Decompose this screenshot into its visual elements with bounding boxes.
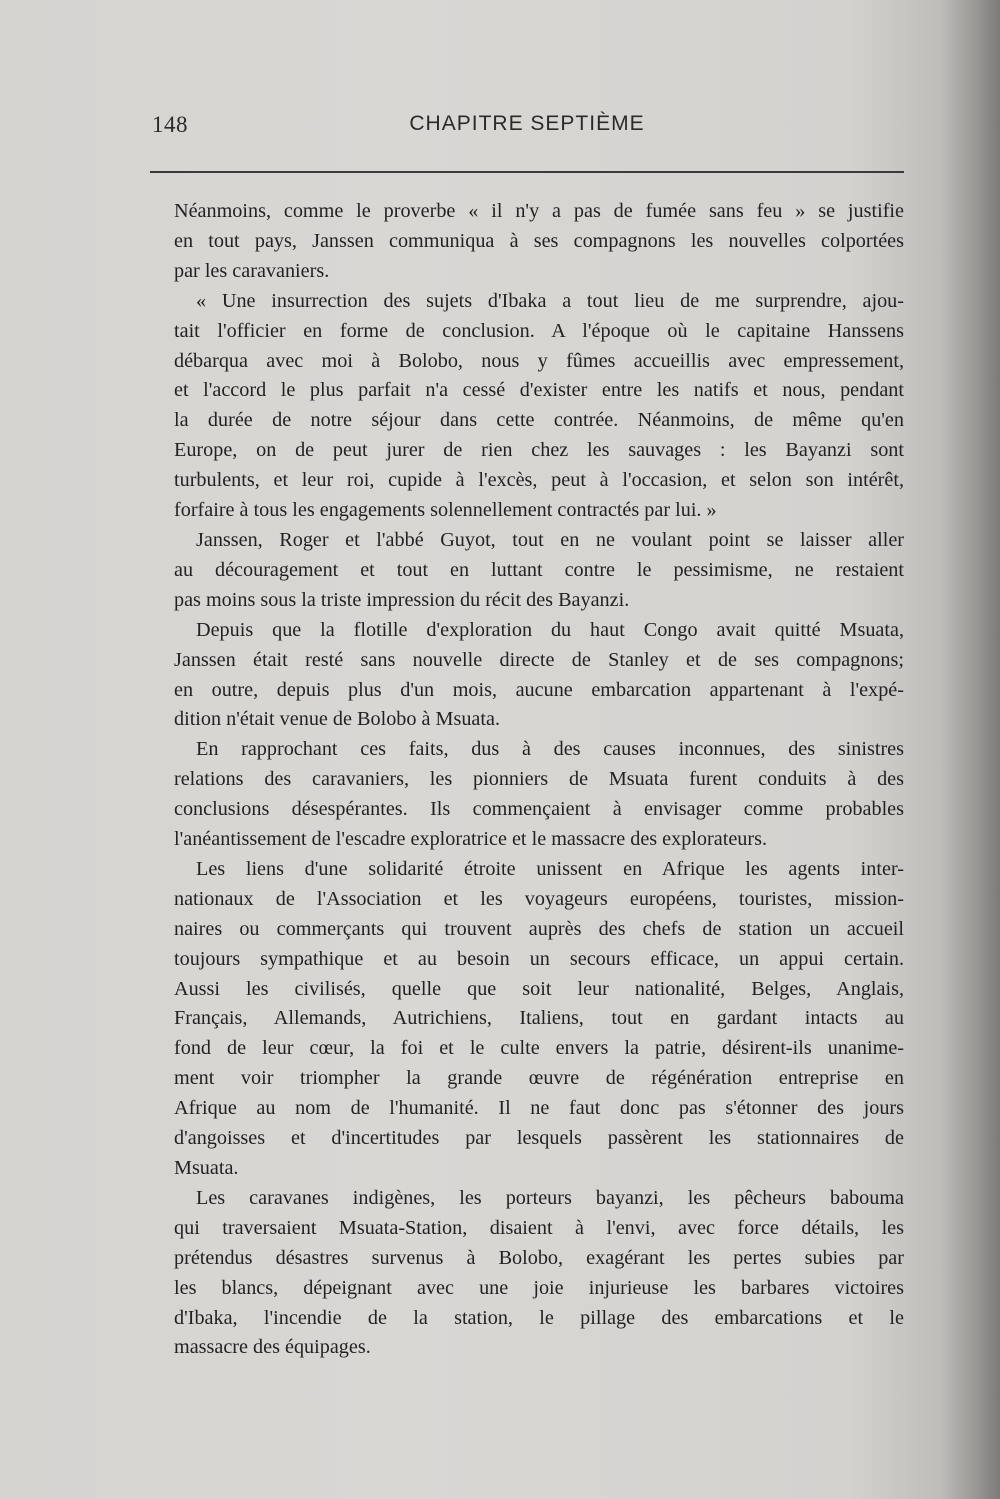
text-line: Français, Allemands, Autrichiens, Italiens, tout en gardant intacts au bbox=[174, 1007, 904, 1030]
text-line: débarqua avec moi à Bolobo, nous y fûmes accueillis avec empressement, bbox=[174, 349, 904, 372]
paragraph bbox=[152, 616, 904, 736]
text-line: tait l'officier en forme de conclusion. A l'époque où le capitaine Hanssens bbox=[174, 319, 904, 342]
text-line: nationaux de l'Association et les voyageurs européens, touristes, mission- bbox=[174, 887, 904, 910]
text-line: Les liens d'une solidarité étroite unissent en Afrique les agents inter- bbox=[196, 857, 904, 880]
paragraph bbox=[152, 287, 904, 526]
text-line: Janssen, Roger et l'abbé Guyot, tout en ne voulant point se laisser aller bbox=[196, 528, 904, 551]
paragraph bbox=[152, 855, 904, 1184]
text-line: naires ou commerçants qui trouvent auprès des chefs de station un accueil bbox=[174, 917, 904, 940]
text-line: et l'accord le plus parfait n'a cessé d'exister entre les natifs et nous, pendant bbox=[174, 379, 904, 402]
text-line: conclusions désespérantes. Ils commençaient à envisager comme probables bbox=[174, 798, 904, 821]
text-line: pas moins sous la triste impression du récit des Bayanzi. bbox=[174, 588, 630, 611]
paragraph bbox=[152, 526, 904, 616]
text-line: au découragement et tout en luttant contre le pessimisme, ne restaient bbox=[174, 558, 904, 581]
text-line: dition n'était venue de Bolobo à Msuata. bbox=[174, 708, 501, 731]
header-rule bbox=[150, 171, 904, 173]
text-line: d'Ibaka, l'incendie de la station, le pillage des embarcations et le bbox=[174, 1306, 904, 1329]
text-line: prétendus désastres survenus à Bolobo, exagérant les pertes subies par bbox=[174, 1246, 904, 1269]
text-line: forfaire à tous les engagements solennellement contractés par lui. » bbox=[174, 499, 717, 522]
text-line: Europe, on de peut jurer de rien chez les sauvages : les Bayanzi sont bbox=[174, 439, 904, 462]
text-line: En rapprochant ces faits, dus à des causes inconnues, des sinistres bbox=[196, 738, 904, 761]
text-line: par les caravaniers. bbox=[174, 259, 330, 282]
body-text bbox=[152, 197, 904, 1363]
text-line: Aussi les civilisés, quelle que soit leur nationalité, Belges, Anglais, bbox=[174, 977, 904, 1000]
text-line: Afrique au nom de l'humanité. Il ne faut donc pas s'étonner des jours bbox=[174, 1097, 904, 1120]
text-line: « Une insurrection des sujets d'Ibaka a tout lieu de me surprendre, ajou- bbox=[196, 289, 904, 312]
paragraph bbox=[152, 1184, 904, 1363]
text-line: massacre des équipages. bbox=[174, 1336, 371, 1359]
paragraph bbox=[152, 197, 904, 287]
text-line: qui traversaient Msuata-Station, disaient à l'envi, avec force détails, les bbox=[174, 1216, 904, 1239]
text-line: la durée de notre séjour dans cette contrée. Néanmoins, de même qu'en bbox=[174, 409, 904, 432]
text-line: turbulents, et leur roi, cupide à l'excès, peut à l'occasion, et selon son intérêt, bbox=[174, 469, 904, 492]
text-line: les blancs, dépeignant avec une joie injurieuse les barbares victoires bbox=[174, 1276, 904, 1299]
text-line: toujours sympathique et au besoin un secours efficace, un appui certain. bbox=[174, 947, 904, 970]
text-line: Depuis que la flotille d'exploration du haut Congo avait quitté Msuata, bbox=[196, 618, 904, 641]
text-line: Néanmoins, comme le proverbe « il n'y a pas de fumée sans feu » se justifie bbox=[174, 200, 904, 222]
text-line: en tout pays, Janssen communiqua à ses compagnons les nouvelles colportées bbox=[174, 229, 904, 252]
text-line: Msuata. bbox=[174, 1157, 239, 1179]
page-number: 148 bbox=[152, 112, 188, 137]
paragraph bbox=[152, 735, 904, 855]
text-line: en outre, depuis plus d'un mois, aucune embarcation appartenant à l'expé- bbox=[174, 678, 904, 701]
running-head bbox=[152, 112, 902, 142]
text-line: relations des caravaniers, les pionniers de Msuata furent conduits à des bbox=[174, 768, 904, 791]
spine-shadow bbox=[940, 0, 1000, 1499]
text-line: l'anéantissement de l'escadre exploratrice et le massacre des explorateurs. bbox=[174, 828, 767, 851]
chapter-title: CHAPITRE SEPTIÈME bbox=[409, 112, 645, 135]
text-line: fond de leur cœur, la foi et le culte envers la patrie, désirent-ils unanime- bbox=[174, 1037, 904, 1060]
text-line: Les caravanes indigènes, les porteurs bayanzi, les pêcheurs babouma bbox=[196, 1186, 904, 1209]
text-line: ment voir triompher la grande œuvre de régénération entreprise en bbox=[174, 1067, 904, 1090]
text-line: d'angoisses et d'incertitudes par lesquels passèrent les stationnaires de bbox=[174, 1127, 904, 1150]
text-line: Janssen était resté sans nouvelle directe de Stanley et de ses compagnons; bbox=[174, 648, 904, 671]
